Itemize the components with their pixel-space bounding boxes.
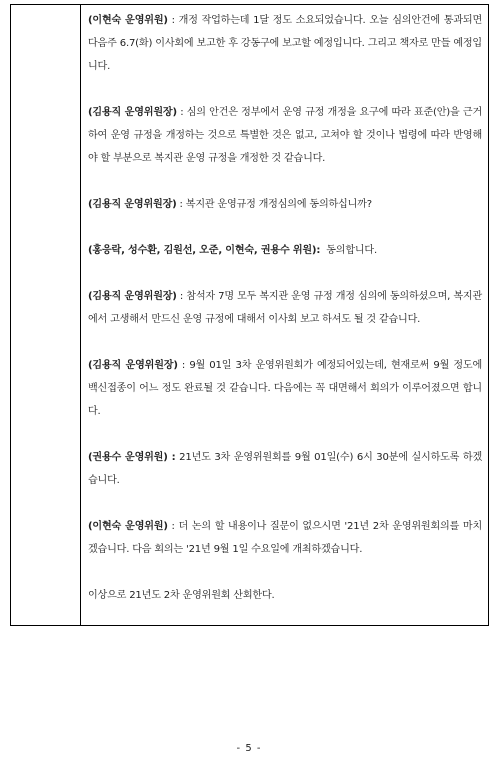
separator: : <box>176 107 187 118</box>
minutes-paragraph <box>88 9 482 78</box>
speaker-label: (김용직 운영위원장) <box>88 360 178 371</box>
minutes-paragraph <box>88 285 482 331</box>
paragraph-text: 개정 작업하는데 1달 정도 소요되었습니다. 오늘 심의안건에 통과되면 다음주 6.7(화) 이사회에 보고한 후 강동구에 보고할 예정입니다. 그리고 책자로 만들 예정입니다. <box>88 15 483 72</box>
speaker-label: (김용직 운영위원장) <box>88 107 177 118</box>
minutes-paragraph <box>88 354 482 423</box>
table-left-column <box>11 5 81 625</box>
separator: : <box>176 291 187 302</box>
speaker-label: (이현숙 운영위원) <box>88 521 168 532</box>
speaker-label: (권용수 운영위원) : <box>88 452 176 463</box>
separator: : <box>177 360 190 371</box>
minutes-paragraph <box>88 193 482 216</box>
paragraph-text: 9월 01일 3차 운영위원회가 예정되어있는데, 현재로써 9월 정도에 백신접종이 어느 정도 완료될 것 같습니다. 다음에는 꼭 대면해서 회의가 이루어졌으면 합니다. <box>88 360 483 417</box>
speaker-label: (김용직 운영위원장) <box>88 199 177 210</box>
paragraph-text: 심의 안건은 정부에서 운영 규정 개정을 요구에 따라 표준(안)을 근거하여 운영 규정을 개정하는 것으로 특별한 것은 없고, 고쳐야 할 것이나 법령에 따라 반영해야 할 부분으로 복지관 운영 규정을 개정한 것 같습니다. <box>88 107 483 164</box>
minutes-content <box>81 5 488 625</box>
separator: : <box>167 15 179 26</box>
separator: : <box>167 521 179 532</box>
minutes-paragraph <box>88 101 482 170</box>
page-number: - 5 - <box>236 743 262 754</box>
speaker-label: (김용직 운영위원장) <box>88 291 177 302</box>
minutes-table <box>10 4 489 626</box>
minutes-paragraph <box>88 446 482 492</box>
minutes-paragraph <box>88 515 482 561</box>
speaker-label: (홍응락, 성수환, 김원선, 오준, 이현숙, 권용수 위원): <box>88 245 321 256</box>
paragraph-text: 복지관 운영규정 개정심의에 동의하십니까? <box>185 199 372 210</box>
closing-statement <box>88 584 482 607</box>
separator: : <box>176 199 186 210</box>
paragraph-text: 더 논의 할 내용이나 질문이 없으시면 '21년 2차 운영위원회의를 마치겠습니다. 다음 회의는 '21년 9월 1일 수요일에 개최하겠습니다. <box>88 521 483 555</box>
speaker-label: (이현숙 운영위원) <box>88 15 168 26</box>
paragraph-text: 참석자 7명 모두 복지관 운영 규정 개정 심의에 동의하셨으며, 복지관에서 고생해서 만드신 운영 규정에 대해서 이사회 보고 하셔도 될 것 같습니다. <box>88 291 482 325</box>
paragraph-text: 동의합니다. <box>326 245 377 256</box>
paragraph-text: 이상으로 21년도 2차 운영위원회 산회한다. <box>88 590 275 601</box>
minutes-paragraph <box>88 239 482 262</box>
paragraph-text: 21년도 3차 운영위원회를 9월 01일(수) 6시 30분에 실시하도록 하겠습니다. <box>88 452 482 486</box>
